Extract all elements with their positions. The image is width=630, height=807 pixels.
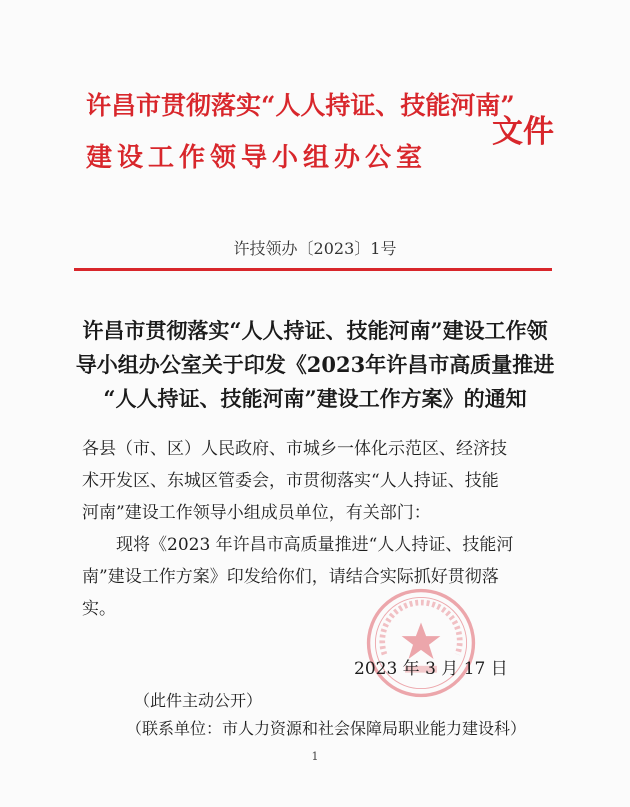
red-divider <box>74 268 552 271</box>
header-title-line1: 许昌市贯彻落实“人人持证、技能河南” <box>86 91 515 120</box>
official-seal-icon <box>364 586 478 700</box>
header-title-line2: 建设工作领导小组办公室 <box>86 143 428 173</box>
issue-date: 2023 年 3 月 17 日 <box>354 659 508 679</box>
notice-title-line2: 导小组办公室关于印发《2023年许昌市高质量推进 <box>75 352 555 377</box>
body-line-3: 河南”建设工作领导小组成员单位，有关部门： <box>82 503 431 523</box>
body-line-6: 实。 <box>82 599 116 619</box>
public-notice: （此件主动公开） <box>134 691 263 710</box>
document-number: 许技领办〔2023〕1号 <box>233 239 397 258</box>
contact-unit: （联系单位：市人力资源和社会保障局职业能力建设科） <box>126 719 527 738</box>
body-line-2: 术开发区、东城区管委会，市贯彻落实“人人持证、技能 <box>82 471 499 491</box>
page-number: 1 <box>311 750 319 763</box>
body-line-5: 南”建设工作方案》印发给你们，请结合实际抓好贯彻落 <box>82 567 499 587</box>
notice-title-line3: “人人持证、技能河南”建设工作方案》的通知 <box>103 386 527 411</box>
body-line-4: 现将《2023 年许昌市高质量推进“人人持证、技能河 <box>116 535 514 555</box>
body-line-1: 各县（市、区）人民政府、市城乡一体化示范区、经济技 <box>82 439 507 459</box>
notice-title-line1: 许昌市贯彻落实“人人持证、技能河南”建设工作领 <box>82 318 548 343</box>
header-suffix: 文件 <box>492 114 554 150</box>
